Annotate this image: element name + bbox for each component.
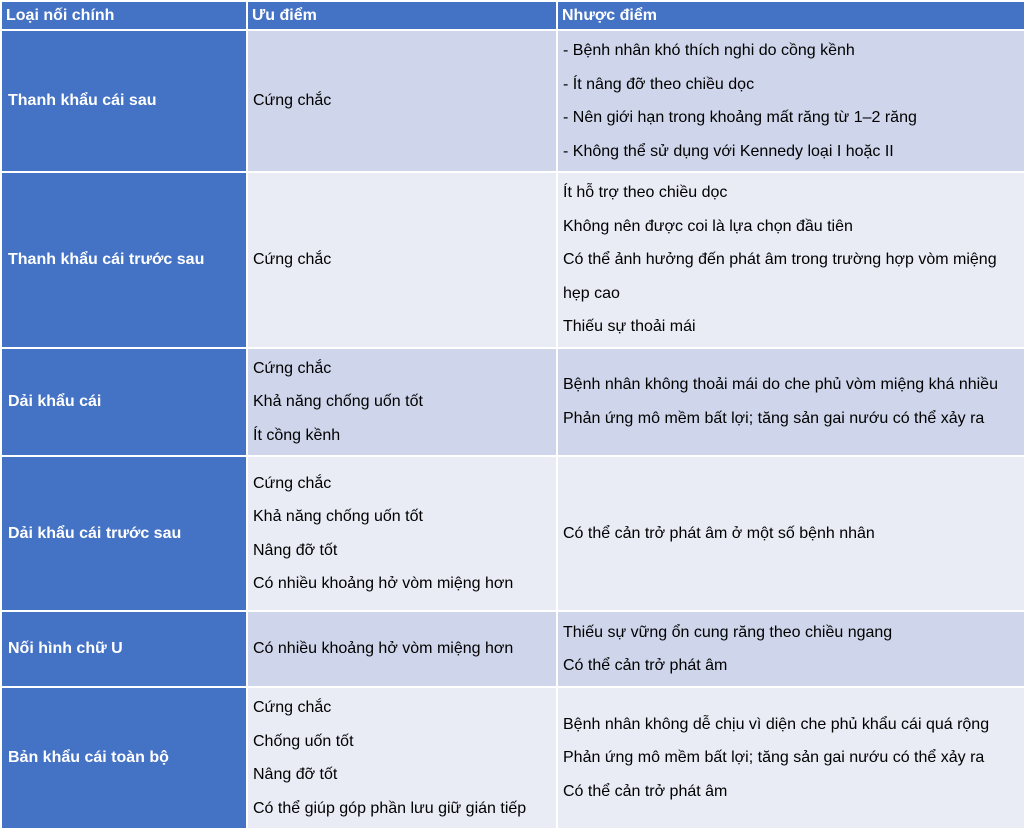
disadvantage-item: Có thể cản trở phát âm — [563, 782, 728, 800]
advantage-item: Có thể giúp góp phần lưu giữ gián tiếp — [253, 799, 527, 817]
advantage-item: Khả năng chống uốn tốt — [253, 393, 423, 410]
header-advantages: Ưu điểm — [247, 1, 557, 30]
disadvantage-item: Có thể cản trở phát âm — [563, 657, 728, 674]
advantage-item: Chống uốn tốt — [253, 732, 354, 750]
disadvantage-item: Không nên được coi là lựa chọn đầu tiên — [563, 217, 853, 235]
advantages-cell — [247, 687, 557, 829]
disadvantage-item: Ít hỗ trợ theo chiều dọc — [563, 184, 728, 201]
disadvantages-cell — [557, 348, 1024, 457]
disadvantage-item: Phản ứng mô mềm bất lợi; tăng sản gai nướu có thể xảy ra — [563, 749, 985, 767]
table-row — [1, 456, 1024, 611]
advantage-item: Cứng chắc — [253, 359, 332, 377]
table-row — [1, 30, 1024, 172]
connector-type: Nối hình chữ U — [1, 611, 247, 687]
disadvantages-cell — [557, 30, 1024, 172]
advantage-item: Cứng chắc — [253, 92, 332, 110]
disadvantage-item: - Bệnh nhân khó thích nghi do cồng kềnh — [563, 42, 855, 59]
disadvantages-cell — [557, 611, 1024, 687]
advantage-item: Có nhiều khoảng hở vòm miệng hơn — [253, 640, 514, 658]
disadvantages-cell — [557, 172, 1024, 348]
advantage-item: Cứng chắc — [253, 699, 332, 716]
connector-type: Thanh khẩu cái sau — [1, 30, 247, 172]
disadvantage-item: Thiếu sự thoải mái — [563, 318, 696, 335]
advantages-cell — [247, 30, 557, 172]
advantage-item: Cứng chắc — [253, 251, 332, 268]
disadvantages-cell — [557, 687, 1024, 829]
advantages-cell — [247, 172, 557, 348]
advantages-cell — [247, 611, 557, 687]
advantage-item: Có nhiều khoảng hở vòm miệng hơn — [253, 575, 514, 592]
advantage-item: Nâng đỡ tốt — [253, 541, 338, 559]
disadvantage-item: - Ít nâng đỡ theo chiều dọc — [563, 75, 755, 93]
connector-type: Dải khẩu cái trước sau — [1, 456, 247, 611]
table-row — [1, 611, 1024, 687]
disadvantage-item: - Không thể sử dụng với Kennedy loại I hoặc II — [563, 142, 894, 160]
connector-type: Thanh khẩu cái trước sau — [1, 172, 247, 348]
disadvantage-item: - Nên giới hạn trong khoảng mất răng từ 1–2 răng — [563, 109, 917, 126]
advantage-item: Nâng đỡ tốt — [253, 766, 338, 783]
advantages-cell — [247, 348, 557, 457]
connector-type: Bản khẩu cái toàn bộ — [1, 687, 247, 829]
table-row — [1, 348, 1024, 457]
table-row — [1, 687, 1024, 829]
disadvantage-item: Phản ứng mô mềm bất lợi; tăng sản gai nướu có thể xảy ra — [563, 409, 985, 427]
disadvantages-cell — [557, 456, 1024, 611]
disadvantage-item: Bệnh nhân không thoải mái do che phủ vòm miệng khá nhiều — [563, 376, 998, 394]
advantage-item: Khả năng chống uốn tốt — [253, 508, 423, 525]
advantages-cell — [247, 456, 557, 611]
table-row — [1, 172, 1024, 348]
advantage-item: Cứng chắc — [253, 474, 332, 492]
disadvantage-item: Có thể ảnh hưởng đến phát âm trong trường hợp vòm miệng hẹp cao — [563, 251, 997, 302]
disadvantage-item: Bệnh nhân không dễ chịu vì diện che phủ khẩu cái quá rộng — [563, 715, 990, 733]
header-type: Loại nối chính — [1, 1, 247, 30]
connector-type: Dải khẩu cái — [1, 348, 247, 457]
disadvantage-item: Thiếu sự vững ổn cung răng theo chiều ngang — [563, 623, 893, 641]
header-disadvantages: Nhược điểm — [557, 1, 1024, 30]
header-row — [1, 1, 1024, 30]
disadvantage-item: Có thể cản trở phát âm ở một số bệnh nhân — [563, 524, 875, 542]
advantage-item: Ít cồng kềnh — [253, 426, 341, 444]
